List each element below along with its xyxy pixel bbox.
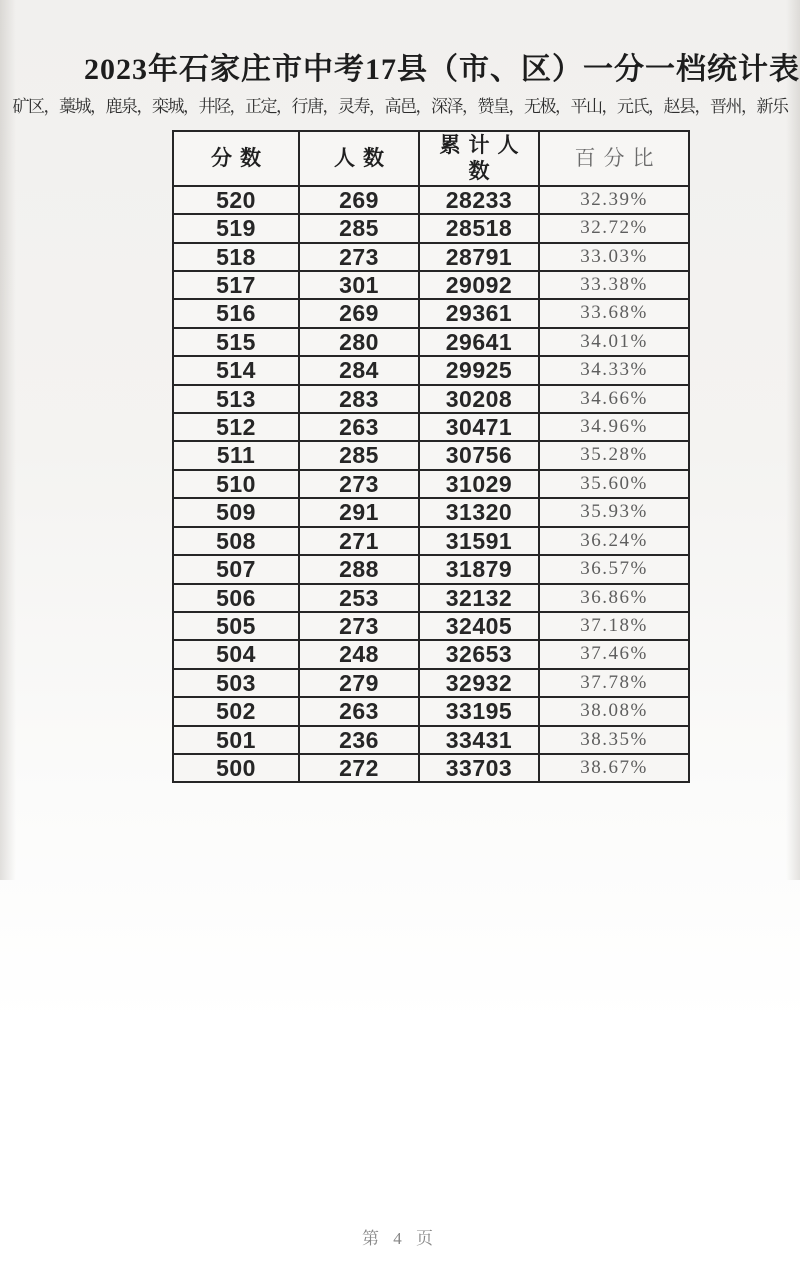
score-distribution-table	[172, 130, 690, 783]
cell-cumulative: 32932	[419, 669, 539, 697]
cell-percent: 32.72%	[539, 214, 689, 242]
cell-count: 248	[299, 640, 419, 668]
cell-percent: 34.96%	[539, 413, 689, 441]
cell-score: 513	[173, 385, 299, 413]
cell-count: 269	[299, 299, 419, 327]
cell-cumulative: 31591	[419, 527, 539, 555]
cell-count: 288	[299, 555, 419, 583]
table-row	[173, 612, 689, 640]
cell-cumulative: 32132	[419, 584, 539, 612]
cell-cumulative: 32653	[419, 640, 539, 668]
cell-score: 500	[173, 754, 299, 782]
cell-count: 285	[299, 214, 419, 242]
table-row	[173, 527, 689, 555]
cell-count: 279	[299, 669, 419, 697]
table-row	[173, 726, 689, 754]
table-row	[173, 186, 689, 214]
col-header-count: 人数	[299, 131, 419, 186]
table-row	[173, 271, 689, 299]
cell-count: 273	[299, 612, 419, 640]
cell-percent: 37.18%	[539, 612, 689, 640]
cell-cumulative: 29925	[419, 356, 539, 384]
cell-score: 508	[173, 527, 299, 555]
cell-count: 280	[299, 328, 419, 356]
page-number: 第 4 页	[362, 1229, 438, 1248]
cell-percent: 32.39%	[539, 186, 689, 214]
table-row	[173, 669, 689, 697]
table-row	[173, 697, 689, 725]
cell-cumulative: 28791	[419, 243, 539, 271]
county-list-subtitle: 矿区，藁城，鹿泉，栾城，井陉，正定，行唐，灵寿，高邑，深泽，赞皇，无极，平山，元氏，赵县，晋州，新乐	[12, 97, 788, 116]
cell-score: 515	[173, 328, 299, 356]
cell-cumulative: 31879	[419, 555, 539, 583]
cell-count: 263	[299, 413, 419, 441]
cell-cumulative: 31029	[419, 470, 539, 498]
cell-count: 301	[299, 271, 419, 299]
col-header-cumulative: 累计人数	[419, 131, 539, 186]
cell-cumulative: 29361	[419, 299, 539, 327]
cell-percent: 33.03%	[539, 243, 689, 271]
cell-count: 273	[299, 470, 419, 498]
table-row	[173, 470, 689, 498]
cell-score: 516	[173, 299, 299, 327]
cell-count: 269	[299, 186, 419, 214]
cell-percent: 37.46%	[539, 640, 689, 668]
cell-count: 271	[299, 527, 419, 555]
table-row	[173, 754, 689, 782]
cell-cumulative: 29641	[419, 328, 539, 356]
cell-score: 518	[173, 243, 299, 271]
cell-count: 236	[299, 726, 419, 754]
cell-percent: 38.67%	[539, 754, 689, 782]
table-row	[173, 243, 689, 271]
cell-score: 505	[173, 612, 299, 640]
cell-score: 503	[173, 669, 299, 697]
cell-percent: 33.68%	[539, 299, 689, 327]
table-row	[173, 385, 689, 413]
cell-score: 511	[173, 441, 299, 469]
table-header-row	[173, 131, 689, 186]
cell-count: 283	[299, 385, 419, 413]
cell-score: 520	[173, 186, 299, 214]
table-row	[173, 413, 689, 441]
cell-score: 512	[173, 413, 299, 441]
table-row	[173, 555, 689, 583]
cell-percent: 34.33%	[539, 356, 689, 384]
cell-cumulative: 28518	[419, 214, 539, 242]
cell-count: 253	[299, 584, 419, 612]
cell-percent: 38.35%	[539, 726, 689, 754]
table-row	[173, 584, 689, 612]
cell-score: 501	[173, 726, 299, 754]
cell-cumulative: 32405	[419, 612, 539, 640]
cell-score: 517	[173, 271, 299, 299]
table-row	[173, 299, 689, 327]
cell-cumulative: 31320	[419, 498, 539, 526]
cell-cumulative: 33703	[419, 754, 539, 782]
cell-cumulative: 30208	[419, 385, 539, 413]
cell-score: 504	[173, 640, 299, 668]
cell-cumulative: 28233	[419, 186, 539, 214]
cell-count: 284	[299, 356, 419, 384]
cell-percent: 35.28%	[539, 441, 689, 469]
cell-score: 514	[173, 356, 299, 384]
cell-cumulative: 30471	[419, 413, 539, 441]
table-row	[173, 498, 689, 526]
cell-percent: 36.86%	[539, 584, 689, 612]
page-title: 2023年石家庄市中考17县（市、区）一分一档统计表	[84, 53, 800, 86]
cell-percent: 34.01%	[539, 328, 689, 356]
col-header-percent: 百分比	[539, 131, 689, 186]
cell-percent: 35.93%	[539, 498, 689, 526]
cell-cumulative: 30756	[419, 441, 539, 469]
cell-count: 273	[299, 243, 419, 271]
table-row	[173, 356, 689, 384]
col-header-score: 分数	[173, 131, 299, 186]
table-row	[173, 214, 689, 242]
cell-percent: 35.60%	[539, 470, 689, 498]
table-row	[173, 328, 689, 356]
cell-score: 502	[173, 697, 299, 725]
cell-score: 506	[173, 584, 299, 612]
table-row	[173, 640, 689, 668]
cell-count: 291	[299, 498, 419, 526]
cell-percent: 36.57%	[539, 555, 689, 583]
cell-percent: 34.66%	[539, 385, 689, 413]
cell-cumulative: 33431	[419, 726, 539, 754]
cell-score: 509	[173, 498, 299, 526]
cell-count: 263	[299, 697, 419, 725]
cell-percent: 37.78%	[539, 669, 689, 697]
cell-score: 507	[173, 555, 299, 583]
table-body	[173, 186, 689, 783]
cell-score: 510	[173, 470, 299, 498]
cell-count: 285	[299, 441, 419, 469]
cell-count: 272	[299, 754, 419, 782]
cell-score: 519	[173, 214, 299, 242]
table-row	[173, 441, 689, 469]
cell-percent: 33.38%	[539, 271, 689, 299]
cell-cumulative: 29092	[419, 271, 539, 299]
cell-percent: 36.24%	[539, 527, 689, 555]
cell-percent: 38.08%	[539, 697, 689, 725]
cell-cumulative: 33195	[419, 697, 539, 725]
